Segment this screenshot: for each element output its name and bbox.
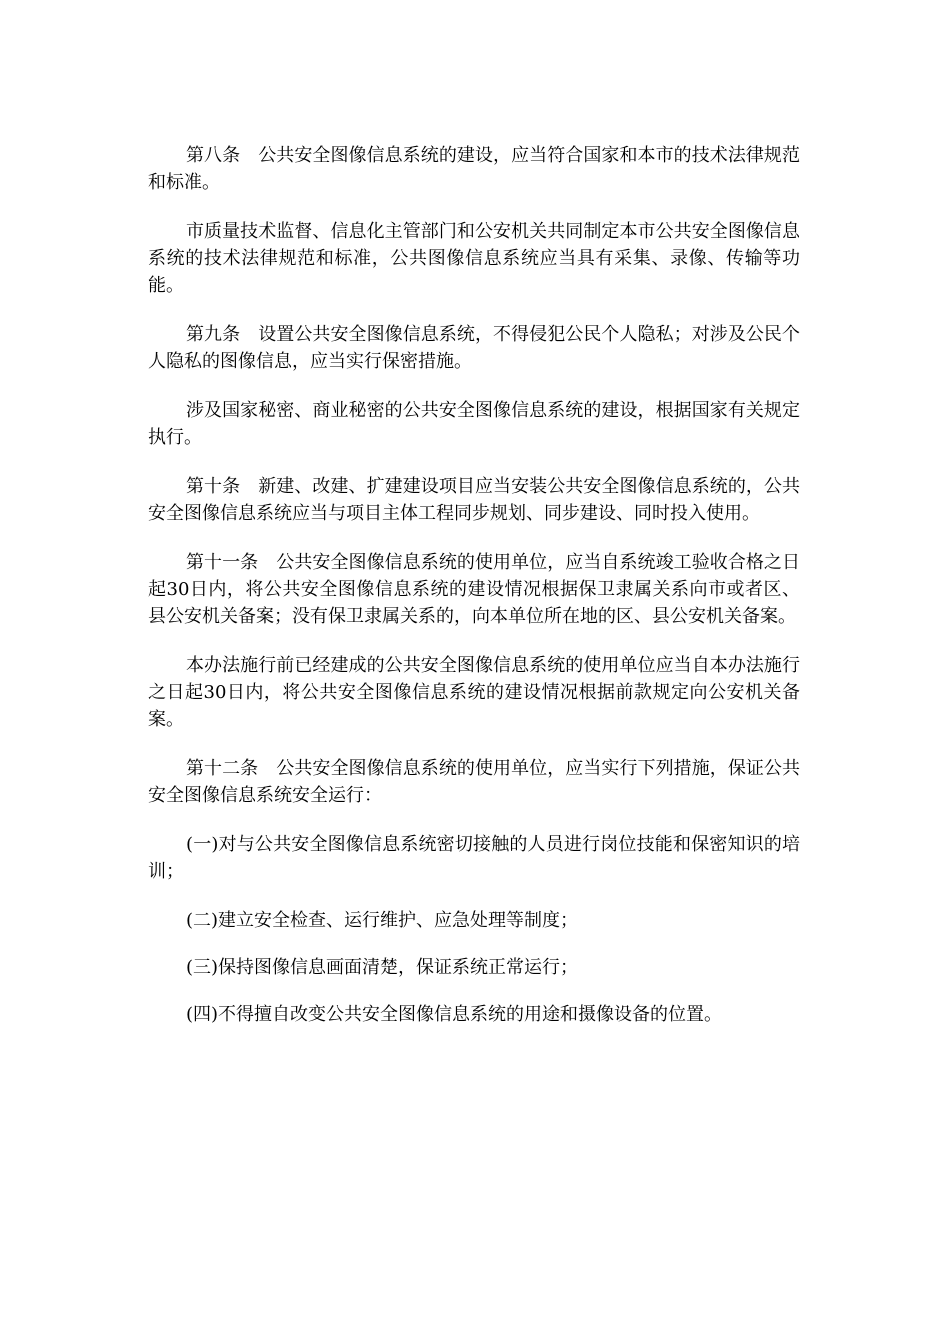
article-8-paragraph-2: 市质量技术监督、信息化主管部门和公安机关共同制定本市公共安全图像信息系统的技术法律规范和标准，公共图像信息系统应当具有采集、录像、传输等功能。 [148,221,800,296]
article-10: 第十条 新建、改建、扩建建设项目应当安装公共安全图像信息系统的，公共安全图像信息系统应当与项目主体工程同步规划、同步建设、同时投入使用。 [148,476,800,524]
article-12-item-2: (二)建立安全检查、运行维护、应急处理等制度； [186,910,579,931]
article-11-paragraph-2: 本办法施行前已经建成的公共安全图像信息系统的使用单位应当自本办法施行之日起30日内，将公共安全图像信息系统的建设情况根据前款规定向公安机关备案。 [148,655,800,730]
article-12: 第十二条 公共安全图像信息系统的使用单位，应当实行下列措施，保证公共安全图像信息系统安全运行： [148,758,800,806]
article-12-item-1: (一)对与公共安全图像信息系统密切接触的人员进行岗位技能和保密知识的培训； [148,834,800,882]
article-12-item-3: (三)保持图像信息画面清楚，保证系统正常运行； [186,957,579,978]
document-body [148,142,800,1048]
article-12-item-4: (四)不得擅自改变公共安全图像信息系统的用途和摄像设备的位置。 [186,1004,723,1025]
article-8: 第八条 公共安全图像信息系统的建设，应当符合国家和本市的技术法律规范和标准。 [148,145,800,193]
article-9-paragraph-2: 涉及国家秘密、商业秘密的公共安全图像信息系统的建设，根据国家有关规定执行。 [148,400,800,448]
article-9: 第九条 设置公共安全图像信息系统，不得侵犯公民个人隐私；对涉及公民个人隐私的图像信息，应当实行保密措施。 [148,324,800,372]
article-11: 第十一条 公共安全图像信息系统的使用单位，应当自系统竣工验收合格之日起30日内，将公共安全图像信息系统的建设情况根据保卫隶属关系向市或者区、县公安机关备案；没有保卫隶属关系的，向本单位所在地的区、县公安机关备案。 [148,552,800,627]
